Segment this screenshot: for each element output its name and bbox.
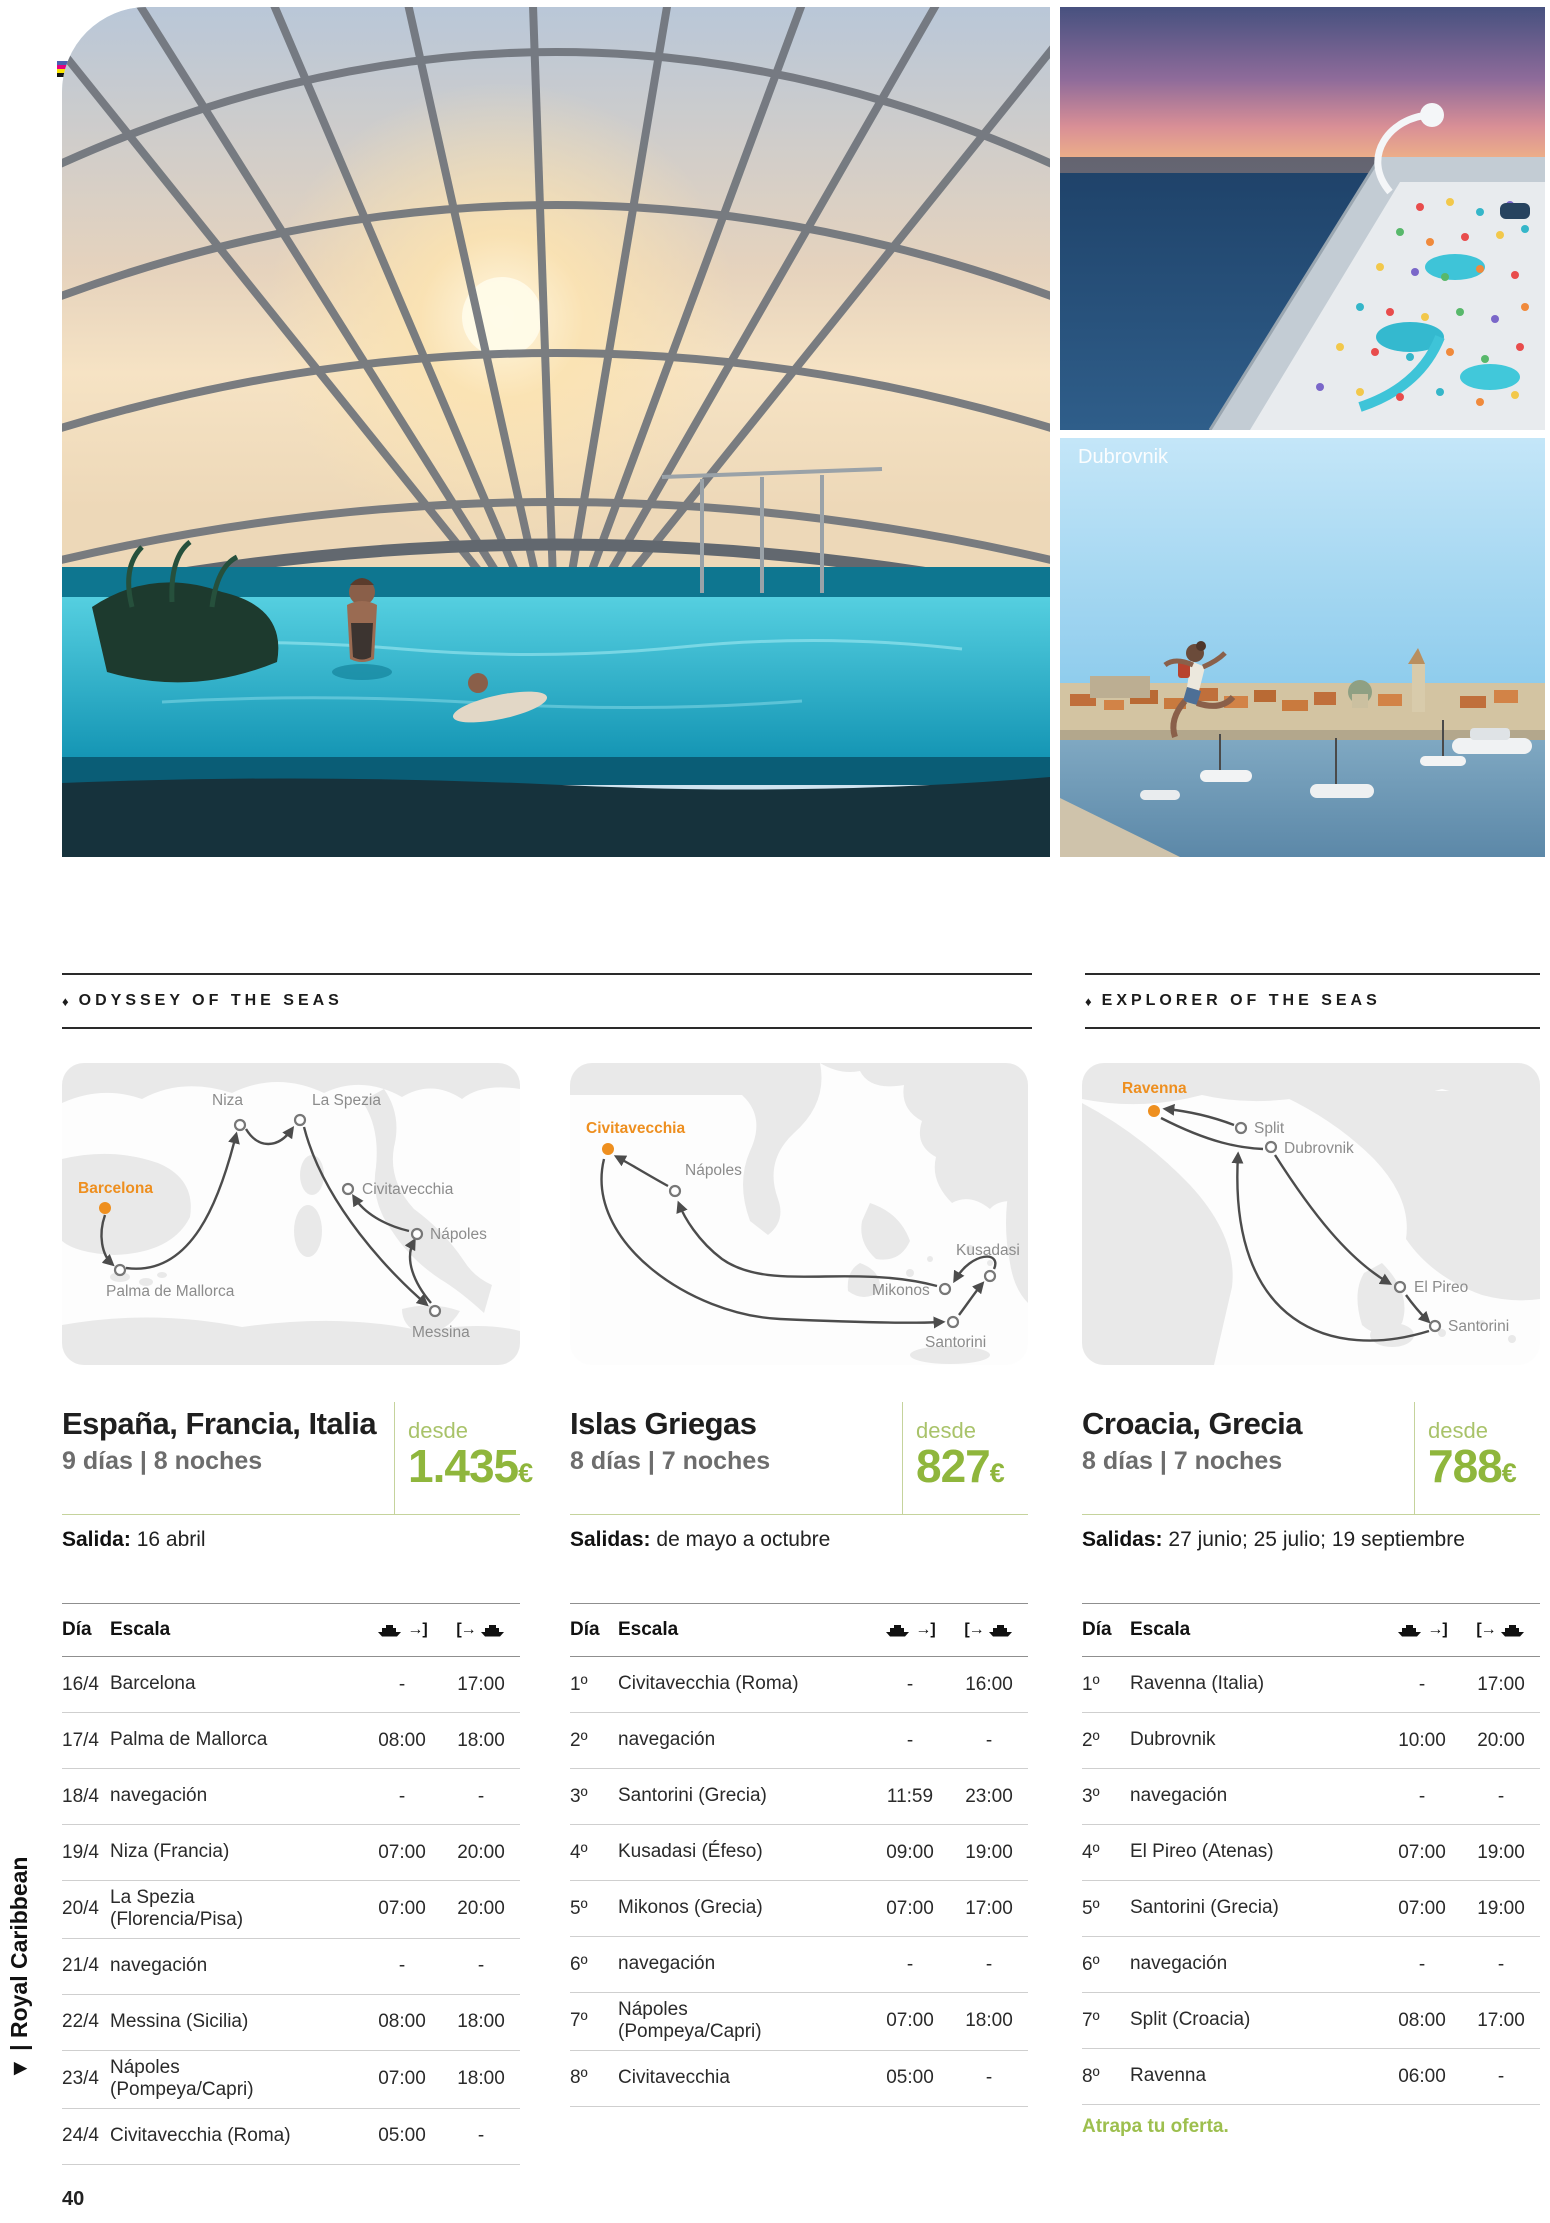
table-row	[570, 1993, 1028, 2051]
cell-port: navegación	[110, 1785, 208, 1807]
cell-departure: 19:00	[1477, 1841, 1525, 1863]
map-port-label: Santorini	[925, 1334, 987, 1351]
cell-day: 7º	[1082, 2009, 1100, 2031]
cell-port: Split (Croacia)	[1130, 2009, 1251, 2031]
departure-value: de mayo a octubre	[656, 1528, 831, 1551]
cell-port: Kusadasi (Éfeso)	[618, 1841, 763, 1863]
cell-arrival: -	[398, 1955, 406, 1977]
cell-arrival: -	[1418, 1785, 1426, 1807]
map-port-label: Split	[1254, 1120, 1285, 1137]
map-port-label: Niza	[212, 1092, 244, 1109]
cell-port: Civitavecchia (Roma)	[618, 1673, 799, 1695]
cell-arrival: 06:00	[1398, 2065, 1446, 2087]
cell-arrival: 11:59	[886, 1785, 934, 1807]
table-row	[62, 1713, 520, 1769]
table-row	[62, 1995, 520, 2051]
col-day-header: Día	[1082, 1619, 1112, 1640]
cell-arrival: 07:00	[378, 1841, 426, 1863]
table-row	[1082, 1713, 1540, 1769]
origin-port-dot	[602, 1143, 614, 1155]
cell-arrival: 08:00	[1398, 2009, 1446, 2031]
price-prefix: desde	[1428, 1418, 1488, 1443]
currency-symbol: €	[989, 1458, 1004, 1488]
cell-departure: 17:00	[1477, 2009, 1525, 2031]
cell-arrival: 10:00	[1398, 1729, 1446, 1751]
cell-port: navegación	[1130, 1953, 1228, 1975]
departure-line	[62, 1528, 520, 1552]
ship-arrive-icon	[1397, 1623, 1423, 1638]
table-row	[1082, 2049, 1540, 2105]
cell-departure: -	[477, 1955, 485, 1977]
cell-day: 21/4	[62, 1955, 99, 1977]
map-port-label: Palma de Mallorca	[106, 1283, 235, 1300]
cell-port: navegación	[618, 1729, 716, 1751]
cell-port: Mikonos (Grecia)	[618, 1897, 763, 1919]
table-row	[62, 1825, 520, 1881]
table-header	[62, 1603, 520, 1657]
map-port-label: Civitavecchia	[586, 1120, 686, 1137]
depart-glyph: [→	[964, 1621, 984, 1638]
depart-glyph: [→	[456, 1621, 476, 1638]
cell-day: 20/4	[62, 1898, 99, 1920]
solarium-pool-photo	[62, 7, 1050, 857]
col-day-header: Día	[62, 1619, 92, 1640]
cell-arrival: 07:00	[1398, 1841, 1446, 1863]
cell-day: 8º	[1082, 2065, 1100, 2087]
cruise-title: España, Francia, Italia	[62, 1406, 377, 1441]
ship-depart-icon	[988, 1623, 1014, 1638]
cell-departure: 17:00	[457, 1673, 505, 1695]
cell-day: 1º	[1082, 1673, 1100, 1695]
departure-column-header	[1462, 1621, 1540, 1639]
cell-day: 17/4	[62, 1729, 99, 1751]
cell-day: 8º	[570, 2067, 588, 2089]
depart-glyph: [→	[1476, 1621, 1496, 1638]
cell-port: Nápoles (Pompeya/Capri)	[618, 1999, 762, 2043]
ship-aerial-photo	[1060, 7, 1545, 430]
map-port-label: Messina	[412, 1324, 470, 1341]
cell-port: Messina (Sicilia)	[110, 2011, 249, 2033]
cell-day: 2º	[1082, 1729, 1100, 1751]
cell-port: Niza (Francia)	[110, 1841, 230, 1863]
cell-departure: 16:00	[965, 1673, 1013, 1695]
table-header	[1082, 1603, 1540, 1657]
departure-value: 16 abril	[136, 1528, 206, 1551]
arrival-column-header	[1382, 1621, 1462, 1639]
cell-port: Palma de Mallorca	[110, 1729, 268, 1751]
dubrovnik-photo	[1060, 438, 1545, 857]
departure-line	[1082, 1528, 1540, 1552]
cell-arrival: -	[1418, 1953, 1426, 1975]
cell-departure: 18:00	[457, 1729, 505, 1751]
table-row	[62, 1769, 520, 1825]
cell-port: Dubrovnik	[1130, 1729, 1216, 1751]
table-body	[570, 1657, 1028, 2107]
cruise-info-3	[1082, 1402, 1540, 1515]
cell-departure: 17:00	[965, 1897, 1013, 1919]
cell-day: 18/4	[62, 1785, 99, 1807]
table-row	[570, 1657, 1028, 1713]
arrive-glyph: →]	[915, 1621, 935, 1638]
table-row	[1082, 1937, 1540, 1993]
solarium-art	[62, 7, 1050, 857]
departure-column-header	[950, 1621, 1028, 1639]
map-port-label: Civitavecchia	[362, 1181, 454, 1198]
col-port-header: Escala	[110, 1618, 171, 1640]
cell-departure: -	[1497, 2065, 1505, 2087]
table-row	[570, 1937, 1028, 1993]
cell-departure: 17:00	[1477, 1673, 1525, 1695]
brand-vertical-text: ▼ | Royal Caribbean	[6, 1856, 32, 2080]
cell-port: navegación	[618, 1953, 716, 1975]
cell-arrival: 07:00	[886, 2010, 934, 2032]
cell-day: 1º	[570, 1673, 588, 1695]
price-box	[902, 1402, 1028, 1514]
price-prefix: desde	[916, 1418, 976, 1443]
ship-depart-icon	[1500, 1623, 1526, 1638]
cell-arrival: 09:00	[886, 1841, 934, 1863]
cell-day: 3º	[1082, 1785, 1100, 1807]
cell-day: 23/4	[62, 2068, 99, 2090]
cell-port: Ravenna (Italia)	[1130, 1673, 1265, 1695]
ship-arrive-icon	[377, 1623, 403, 1638]
cell-day: 6º	[570, 1953, 588, 1975]
table-row	[1082, 1825, 1540, 1881]
table-row	[62, 2051, 520, 2109]
price-prefix: desde	[408, 1418, 468, 1443]
diamond-icon: ♦	[1085, 993, 1092, 1009]
cell-departure: -	[1497, 1953, 1505, 1975]
departure-label: Salidas:	[1082, 1528, 1163, 1551]
table-row	[1082, 1993, 1540, 2049]
table-row	[62, 1939, 520, 1995]
itinerary-table-2	[570, 1603, 1028, 2107]
cell-arrival: -	[398, 1785, 406, 1807]
cell-arrival: 07:00	[378, 2068, 426, 2090]
itinerary-table-3	[1082, 1603, 1540, 2105]
cell-departure: 20:00	[457, 1898, 505, 1920]
cruise-duration: 8 días | 7 noches	[570, 1446, 771, 1475]
table-row	[570, 1825, 1028, 1881]
cell-departure: -	[1497, 1785, 1505, 1807]
cell-departure: 20:00	[1477, 1729, 1525, 1751]
price-value: 827	[916, 1440, 990, 1492]
cell-departure: 19:00	[965, 1841, 1013, 1863]
cruise-title: Croacia, Grecia	[1082, 1406, 1302, 1441]
table-row	[1082, 1769, 1540, 1825]
page-number: 40	[62, 2188, 85, 2210]
table-row	[570, 2051, 1028, 2107]
cell-day: 16/4	[62, 1673, 99, 1695]
diamond-icon: ♦	[62, 993, 69, 1009]
cell-arrival: 07:00	[1398, 1897, 1446, 1919]
ship-aerial-art	[1060, 7, 1545, 430]
itinerary-table-1	[62, 1603, 520, 2165]
cruise-duration: 8 días | 7 noches	[1082, 1446, 1283, 1475]
section-header-odyssey	[62, 973, 1032, 1029]
cell-day: 4º	[570, 1841, 588, 1863]
map-port-label: Ravenna	[1122, 1080, 1187, 1097]
table-row	[570, 1881, 1028, 1937]
col-port-header: Escala	[1130, 1618, 1191, 1640]
departure-line	[570, 1528, 1028, 1552]
cell-port: Civitavecchia (Roma)	[110, 2124, 291, 2146]
cell-departure: 18:00	[457, 2011, 505, 2033]
cell-port: Barcelona	[110, 1673, 196, 1695]
price-box	[394, 1402, 533, 1514]
table-row	[1082, 1657, 1540, 1713]
table-body	[1082, 1657, 1540, 2105]
map-port-label: Dubrovnik	[1284, 1140, 1354, 1157]
table-header	[570, 1603, 1028, 1657]
departure-label: Salida:	[62, 1528, 131, 1551]
origin-port-dot	[99, 1202, 111, 1214]
section-header-explorer	[1085, 973, 1540, 1029]
map-port-label: Kusadasi	[956, 1242, 1020, 1259]
section-title: ODYSSEY OF THE SEAS	[78, 992, 343, 1009]
cell-arrival: 08:00	[378, 1729, 426, 1751]
cell-port: Nápoles (Pompeya/Capri)	[110, 2056, 254, 2101]
route-map-croatia-greece	[1082, 1063, 1540, 1365]
cell-port: Santorini (Grecia)	[618, 1785, 767, 1807]
cell-arrival: 05:00	[378, 2125, 426, 2147]
cell-departure: 23:00	[965, 1785, 1013, 1807]
cell-departure: 18:00	[965, 2010, 1013, 2032]
cell-port: La Spezia (Florencia/Pisa)	[110, 1887, 244, 1931]
cell-arrival: 07:00	[378, 1898, 426, 1920]
map-port-label: Nápoles	[685, 1162, 742, 1179]
arrive-glyph: →]	[1427, 1621, 1447, 1638]
currency-symbol: €	[1501, 1458, 1516, 1488]
map-port-label: El Pireo	[1414, 1279, 1469, 1296]
cell-port: El Pireo (Atenas)	[1130, 1841, 1274, 1863]
table-row	[62, 2109, 520, 2165]
cell-departure: -	[477, 2125, 485, 2147]
offer-note: Atrapa tu oferta.	[1082, 2116, 1229, 2137]
cell-day: 6º	[1082, 1953, 1100, 1975]
cell-day: 5º	[1082, 1897, 1100, 1919]
price-box	[1414, 1402, 1540, 1514]
table-row	[62, 1657, 520, 1713]
ship-arrive-icon	[885, 1623, 911, 1638]
ship-depart-icon	[480, 1623, 506, 1638]
cruise-info-2	[570, 1402, 1028, 1515]
cell-day: 4º	[1082, 1841, 1100, 1863]
arrival-column-header	[362, 1621, 442, 1639]
currency-symbol: €	[518, 1458, 533, 1488]
cell-departure: 20:00	[457, 1841, 505, 1863]
cell-departure: 19:00	[1477, 1897, 1525, 1919]
col-day-header: Día	[570, 1619, 600, 1640]
origin-port-dot	[1148, 1105, 1160, 1117]
photo-caption: Dubrovnik	[1078, 446, 1169, 468]
cell-departure: 18:00	[457, 2068, 505, 2090]
arrival-column-header	[870, 1621, 950, 1639]
cell-port: Ravenna	[1130, 2065, 1207, 2087]
table-row	[570, 1769, 1028, 1825]
arrive-glyph: →]	[407, 1621, 427, 1638]
cell-arrival: -	[906, 1729, 914, 1751]
cell-day: 3º	[570, 1785, 588, 1807]
map-port-label: Nápoles	[430, 1226, 487, 1243]
cell-arrival: -	[906, 1673, 914, 1695]
cell-departure: -	[985, 2067, 993, 2089]
cell-arrival: -	[1418, 1673, 1426, 1695]
cell-departure: -	[477, 1785, 485, 1807]
cruise-info-1	[62, 1402, 533, 1515]
cell-day: 24/4	[62, 2125, 99, 2147]
cell-arrival: -	[906, 1953, 914, 1975]
departure-column-header	[442, 1621, 520, 1639]
cell-arrival: -	[398, 1673, 406, 1695]
map-port-label: La Spezia	[312, 1092, 381, 1109]
table-row	[62, 1881, 520, 1939]
cell-arrival: 05:00	[886, 2067, 934, 2089]
cell-day: 5º	[570, 1897, 588, 1919]
cell-port: Santorini (Grecia)	[1130, 1897, 1279, 1919]
cell-day: 2º	[570, 1729, 588, 1751]
table-row	[1082, 1881, 1540, 1937]
cell-arrival: 07:00	[886, 1897, 934, 1919]
map-port-label: Barcelona	[78, 1180, 153, 1197]
cell-day: 22/4	[62, 2011, 99, 2033]
map-port-label: Santorini	[1448, 1318, 1510, 1335]
price-value: 788	[1428, 1440, 1502, 1492]
cell-day: 19/4	[62, 1841, 99, 1863]
cell-departure: -	[985, 1729, 993, 1751]
cell-port: Civitavecchia	[618, 2067, 730, 2089]
route-map-greek-islands	[570, 1063, 1028, 1365]
route-map-spain-france-italy	[62, 1063, 520, 1365]
section-title: EXPLORER OF THE SEAS	[1101, 992, 1381, 1009]
col-port-header: Escala	[618, 1618, 679, 1640]
map-port-label: Mikonos	[872, 1282, 930, 1299]
price-value: 1.435	[408, 1440, 519, 1492]
cell-port: navegación	[1130, 1785, 1228, 1807]
table-row	[570, 1713, 1028, 1769]
cell-port: navegación	[110, 1955, 208, 1977]
departure-label: Salidas:	[570, 1528, 651, 1551]
cell-day: 7º	[570, 2010, 588, 2032]
cell-arrival: 08:00	[378, 2011, 426, 2033]
cruise-title: Islas Griegas	[570, 1406, 757, 1441]
departure-value: 27 junio; 25 julio; 19 septiembre	[1168, 1528, 1465, 1551]
cruise-duration: 9 días | 8 noches	[62, 1446, 263, 1475]
table-body	[62, 1657, 520, 2165]
cell-departure: -	[985, 1953, 993, 1975]
dubrovnik-art	[1060, 438, 1545, 857]
